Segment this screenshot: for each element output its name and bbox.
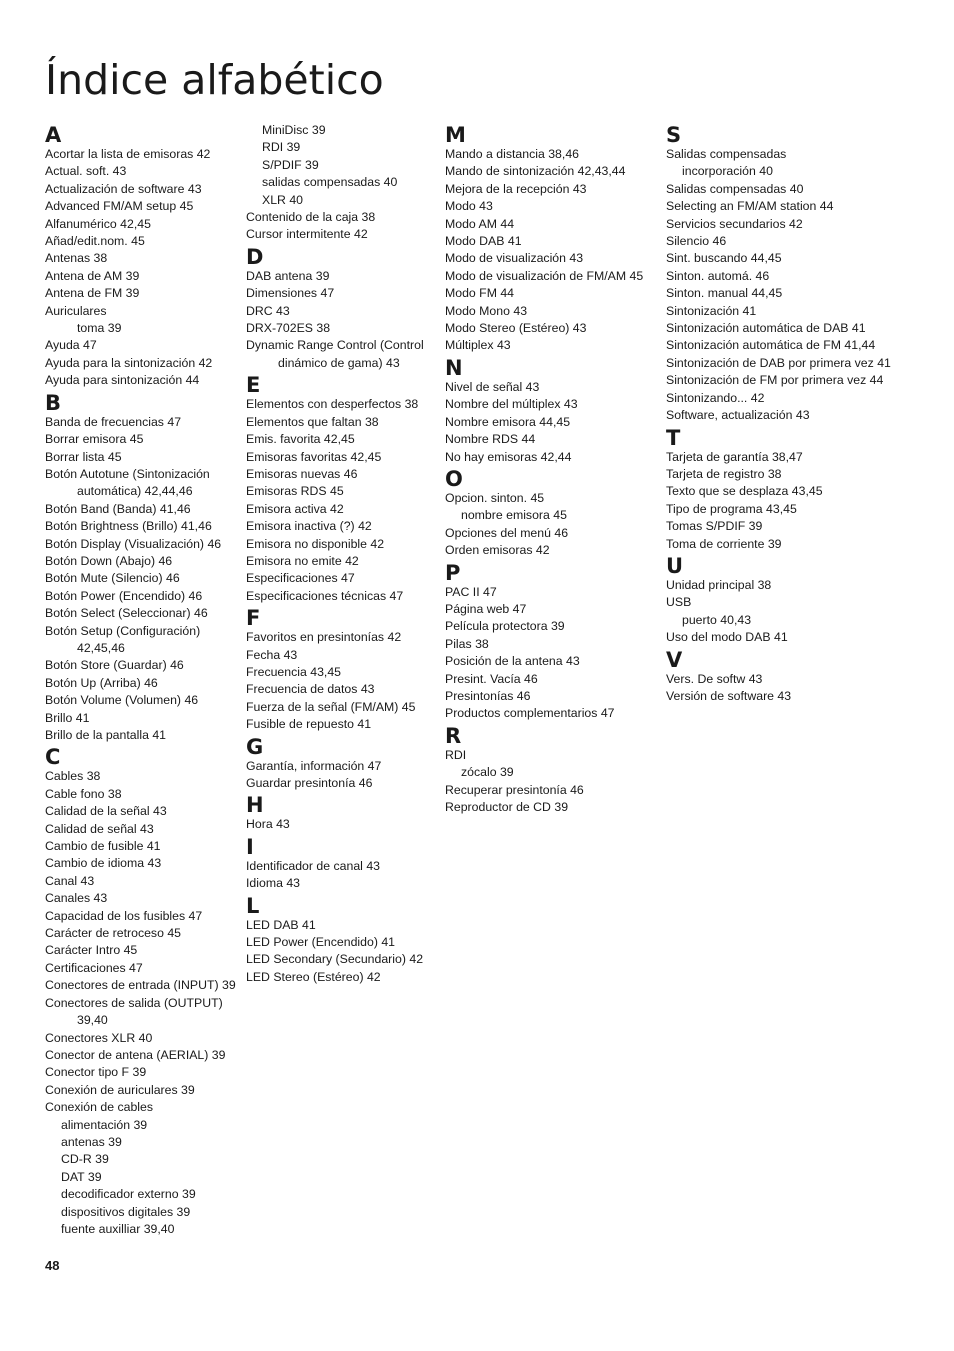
section-letter: F [246, 606, 261, 631]
index-entry: Salidas compensadas 40 [666, 181, 804, 196]
index-entry: Emisora no emite 42 [246, 553, 359, 568]
index-entry: Posición de la antena 43 [445, 654, 580, 669]
index-entry: Conector tipo F 39 [45, 1065, 147, 1080]
index-entry: Fusible de repuesto 41 [246, 717, 372, 732]
index-subentry: S/PDIF 39 [262, 157, 319, 172]
index-entry: Ayuda para sintonización 44 [45, 373, 200, 388]
section-letter: L [246, 893, 260, 918]
index-entry: Sintonización de FM por primera vez 44 [666, 373, 884, 388]
index-subentry: 42,45,46 [77, 640, 125, 655]
index-entry: Tarjeta de registro 38 [666, 466, 782, 481]
index-entry: Opciones del menú 46 [445, 525, 569, 540]
index-entry: Vers. De softw 43 [666, 671, 763, 686]
index-entry: Silencio 46 [666, 234, 727, 249]
index-entry: Mando a distancia 38,46 [445, 147, 579, 161]
index-entry: Modo de visualización de FM/AM 45 [445, 268, 644, 283]
index-entry: Antena de AM 39 [45, 268, 140, 283]
index-entry: Sintonización automática de FM 41,44 [666, 338, 876, 353]
index-entry: Toma de corriente 39 [666, 536, 782, 551]
index-subentry: 39,40 [77, 1013, 108, 1028]
index-subentry: alimentación 39 [61, 1117, 148, 1132]
section-letter: S [666, 123, 682, 147]
index-entry: Sinton. manual 44,45 [666, 286, 783, 301]
index-entry: Borrar lista 45 [45, 449, 122, 464]
index-entry: Dynamic Range Control (Control [246, 338, 424, 353]
index-entry: Guardar presintonía 46 [246, 776, 373, 790]
index-subentry: XLR 40 [262, 192, 304, 207]
index-entry: Tomas S/PDIF 39 [666, 519, 763, 534]
index-entry: Identificador de canal 43 [246, 858, 380, 873]
section-letter: B [45, 390, 62, 415]
index-entry: Emisoras RDS 45 [246, 484, 344, 499]
index-entry: Reproductor de CD 39 [445, 800, 569, 814]
section-letter: U [666, 553, 684, 578]
section-letter: H [246, 793, 264, 818]
index-entry: Conectores de entrada (INPUT) 39 [45, 978, 236, 993]
index-entry: Calidad de señal 43 [45, 821, 154, 836]
index-entry: Idioma 43 [246, 876, 301, 891]
index-entry: Capacidad de los fusibles 47 [45, 908, 203, 923]
index-entry: Recuperar presintonía 46 [445, 782, 584, 797]
index-entry: Nombre RDS 44 [445, 432, 536, 447]
index-entry: LED DAB 41 [246, 917, 316, 932]
index-entry: Sintonización automática de DAB 41 [666, 321, 866, 336]
index-entry: Emisora no disponible 42 [246, 536, 385, 551]
index-entry: Múltiplex 43 [445, 338, 511, 353]
index-entry: Cursor intermitente 42 [246, 227, 368, 242]
index-entry: Canales 43 [45, 891, 108, 906]
index-entry: Banda de frecuencias 47 [45, 414, 182, 429]
index-entry: Salidas compensadas [666, 147, 787, 161]
index-subentry: antenas 39 [61, 1134, 122, 1149]
index-subentry: incorporación 40 [682, 164, 773, 179]
index-entry: LED Power (Encendido) 41 [246, 935, 396, 950]
index-entry: Emisoras nuevas 46 [246, 466, 358, 481]
index-column-2 [246, 122, 424, 986]
index-entry: Sintonización de DAB por primera vez 41 [666, 355, 891, 370]
index-entry: RDI [445, 747, 467, 762]
index-entry: Botón Brightness (Brillo) 41,46 [45, 519, 212, 534]
index-entry: Carácter Intro 45 [45, 943, 138, 958]
section-letter: V [666, 647, 683, 672]
section-letter: P [445, 560, 461, 585]
section-letter: E [246, 373, 261, 398]
index-entry: Unidad principal 38 [666, 577, 772, 592]
index-entry: Conexión de auriculares 39 [45, 1082, 195, 1097]
index-entry: Cables 38 [45, 769, 101, 784]
index-entry: Botón Volume (Volumen) 46 [45, 693, 199, 708]
index-entry: Modo Mono 43 [445, 303, 528, 318]
index-entry: Modo FM 44 [445, 286, 515, 301]
index-entry: Frecuencia de datos 43 [246, 682, 375, 697]
index-entry: Botón Mute (Silencio) 46 [45, 571, 180, 586]
index-entry: Actual. soft. 43 [45, 164, 127, 179]
index-entry: Tarjeta de garantía 38,47 [666, 449, 803, 464]
index-subentry: CD-R 39 [61, 1152, 109, 1167]
index-entry: DRX-702ES 38 [246, 321, 331, 336]
index-subentry: MiniDisc 39 [262, 123, 326, 137]
index-entry: Conexión de cables [45, 1100, 154, 1115]
index-column-4 [666, 122, 891, 705]
index-entry: Botón Store (Guardar) 46 [45, 658, 184, 673]
index-subentry: dispositivos digitales 39 [61, 1204, 191, 1219]
index-entry: Emis. favorita 42,45 [246, 432, 355, 447]
index-entry: Sint. buscando 44,45 [666, 251, 782, 266]
index-entry: Modo 43 [445, 199, 493, 214]
index-entry: Garantía, información 47 [246, 758, 382, 773]
index-entry: Mejora de la recepción 43 [445, 181, 587, 196]
index-entry: Brillo de la pantalla 41 [45, 728, 166, 742]
index-entry: Conectores XLR 40 [45, 1030, 153, 1045]
index-entry: Modo Stereo (Estéreo) 43 [445, 321, 587, 336]
section-letter: G [246, 734, 264, 759]
index-entry: Ayuda 47 [45, 338, 97, 353]
index-entry: Pilas 38 [445, 636, 489, 651]
index-entry: Cambio de idioma 43 [45, 856, 162, 871]
index-entry: LED Stereo (Estéreo) 42 [246, 969, 381, 984]
section-letter: I [246, 834, 254, 859]
index-entry: Hora 43 [246, 817, 290, 832]
index-entry: Acortar la lista de emisoras 42 [45, 147, 211, 161]
page-number: 48 [45, 1258, 60, 1273]
index-entry: Modo DAB 41 [445, 234, 522, 249]
index-entry: Emisora activa 42 [246, 501, 344, 516]
index-entry: Sintonización 41 [666, 303, 757, 318]
index-entry: Nivel de señal 43 [445, 379, 540, 394]
index-subentry: nombre emisora 45 [461, 508, 567, 523]
index-entry: USB [666, 595, 692, 610]
index-entry: Botón Display (Visualización) 46 [45, 536, 222, 551]
index-entry: Antenas 38 [45, 251, 108, 266]
index-entry: Nombre emisora 44,45 [445, 414, 571, 429]
index-entry: Ayuda para la sintonización 42 [45, 355, 213, 370]
index-entry: Elementos con desperfectos 38 [246, 397, 419, 412]
index-entry: Servicios secundarios 42 [666, 216, 803, 231]
index-entry: Cambio de fusible 41 [45, 839, 161, 854]
index-entry: Selecting an FM/AM station 44 [666, 199, 834, 214]
index-entry: Emisora inactiva (?) 42 [246, 519, 372, 534]
index-subentry: RDI 39 [262, 140, 301, 155]
index-entry: Contenido de la caja 38 [246, 210, 376, 225]
index-entry: Sinton. automá. 46 [666, 268, 770, 283]
index-entry: Conector de antena (AERIAL) 39 [45, 1047, 226, 1062]
index-entry: Especificaciones técnicas 47 [246, 588, 404, 603]
index-entry: Borrar emisora 45 [45, 432, 144, 447]
index-entry: LED Secondary (Secundario) 42 [246, 952, 424, 967]
index-entry: Calidad de la señal 43 [45, 804, 167, 819]
index-entry: Botón Down (Abajo) 46 [45, 553, 173, 568]
index-entry: PAC II 47 [445, 584, 497, 599]
index-subentry: fuente auxilliar 39,40 [61, 1221, 175, 1236]
index-entry: Nombre del múltiplex 43 [445, 397, 578, 412]
index-entry: Auriculares [45, 303, 107, 318]
index-entry: Fecha 43 [246, 647, 298, 662]
index-entry: Versión de software 43 [666, 688, 792, 703]
section-letter: A [45, 123, 62, 147]
index-entry: Elementos que faltan 38 [246, 414, 379, 429]
index-subentry: automática) 42,44,46 [77, 484, 193, 499]
index-entry: Botón Autotune (Sintonización [45, 466, 210, 481]
index-entry: Botón Band (Banda) 41,46 [45, 501, 191, 516]
index-column-3 [445, 122, 643, 816]
index-entry: Favoritos en presintonías 42 [246, 630, 402, 645]
section-letter: M [445, 123, 466, 147]
index-entry: Dimensiones 47 [246, 286, 335, 301]
index-subentry: toma 39 [77, 321, 122, 336]
index-subentry: salidas compensadas 40 [262, 175, 398, 190]
index-entry: Frecuencia 43,45 [246, 664, 342, 679]
section-letter: N [445, 355, 463, 380]
index-entry: Certificaciones 47 [45, 960, 143, 975]
index-entry: DRC 43 [246, 303, 290, 318]
index-subentry: dinámico de gama) 43 [278, 355, 400, 370]
index-entry: Carácter de retroceso 45 [45, 926, 182, 941]
index-entry: Presintonías 46 [445, 688, 531, 703]
section-letter: D [246, 244, 264, 269]
index-entry: Antena de FM 39 [45, 286, 140, 301]
section-letter: T [666, 425, 681, 450]
index-entry: Botón Power (Encendido) 46 [45, 588, 203, 603]
index-entry: Sintonizando... 42 [666, 390, 765, 405]
index-entry: Uso del modo DAB 41 [666, 630, 788, 645]
index-entry: Canal 43 [45, 873, 95, 888]
page-title: Índice alfabético [45, 56, 384, 104]
index-entry: Especificaciones 47 [246, 571, 355, 586]
index-entry: Brillo 41 [45, 710, 90, 725]
index-entry: Modo AM 44 [445, 216, 515, 231]
index-entry: Fuerza de la señal (FM/AM) 45 [246, 699, 416, 714]
index-entry: Mando de sintonización 42,43,44 [445, 164, 626, 179]
index-entry: Película protectora 39 [445, 619, 565, 634]
index-subentry: decodificador externo 39 [61, 1187, 196, 1202]
index-entry: Texto que se desplaza 43,45 [666, 484, 823, 499]
index-subentry: puerto 40,43 [682, 612, 752, 627]
index-entry: Alfanumérico 42,45 [45, 216, 151, 231]
index-entry: Tipo de programa 43,45 [666, 501, 797, 516]
index-subentry: DAT 39 [61, 1169, 102, 1184]
index-subentry: zócalo 39 [461, 765, 514, 780]
index-entry: Botón Setup (Configuración) [45, 623, 201, 638]
index-entry: Botón Select (Seleccionar) 46 [45, 606, 208, 621]
index-entry: No hay emisoras 42,44 [445, 449, 572, 464]
section-letter: R [445, 723, 462, 748]
section-letter: C [45, 745, 61, 770]
section-letter: O [445, 466, 463, 491]
index-entry: Advanced FM/AM setup 45 [45, 199, 194, 214]
index-entry: Botón Up (Arriba) 46 [45, 675, 158, 690]
index-entry: Página web 47 [445, 601, 527, 616]
index-entry: Productos complementarios 47 [445, 706, 615, 721]
index-entry: Emisoras favoritas 42,45 [246, 449, 382, 464]
index-column-1 [45, 122, 236, 1238]
index-entry: Modo de visualización 43 [445, 251, 584, 266]
index-entry: Orden emisoras 42 [445, 543, 550, 558]
index-entry: Cable fono 38 [45, 786, 122, 801]
index-entry: Conectores de salida (OUTPUT) [45, 995, 223, 1010]
index-entry: Opcion. sinton. 45 [445, 490, 545, 505]
index-entry: DAB antena 39 [246, 268, 330, 283]
index-entry: Añad/edit.nom. 45 [45, 234, 145, 249]
index-entry: Presint. Vacía 46 [445, 671, 538, 686]
index-entry: Software, actualización 43 [666, 408, 810, 423]
index-entry: Actualización de software 43 [45, 181, 202, 196]
